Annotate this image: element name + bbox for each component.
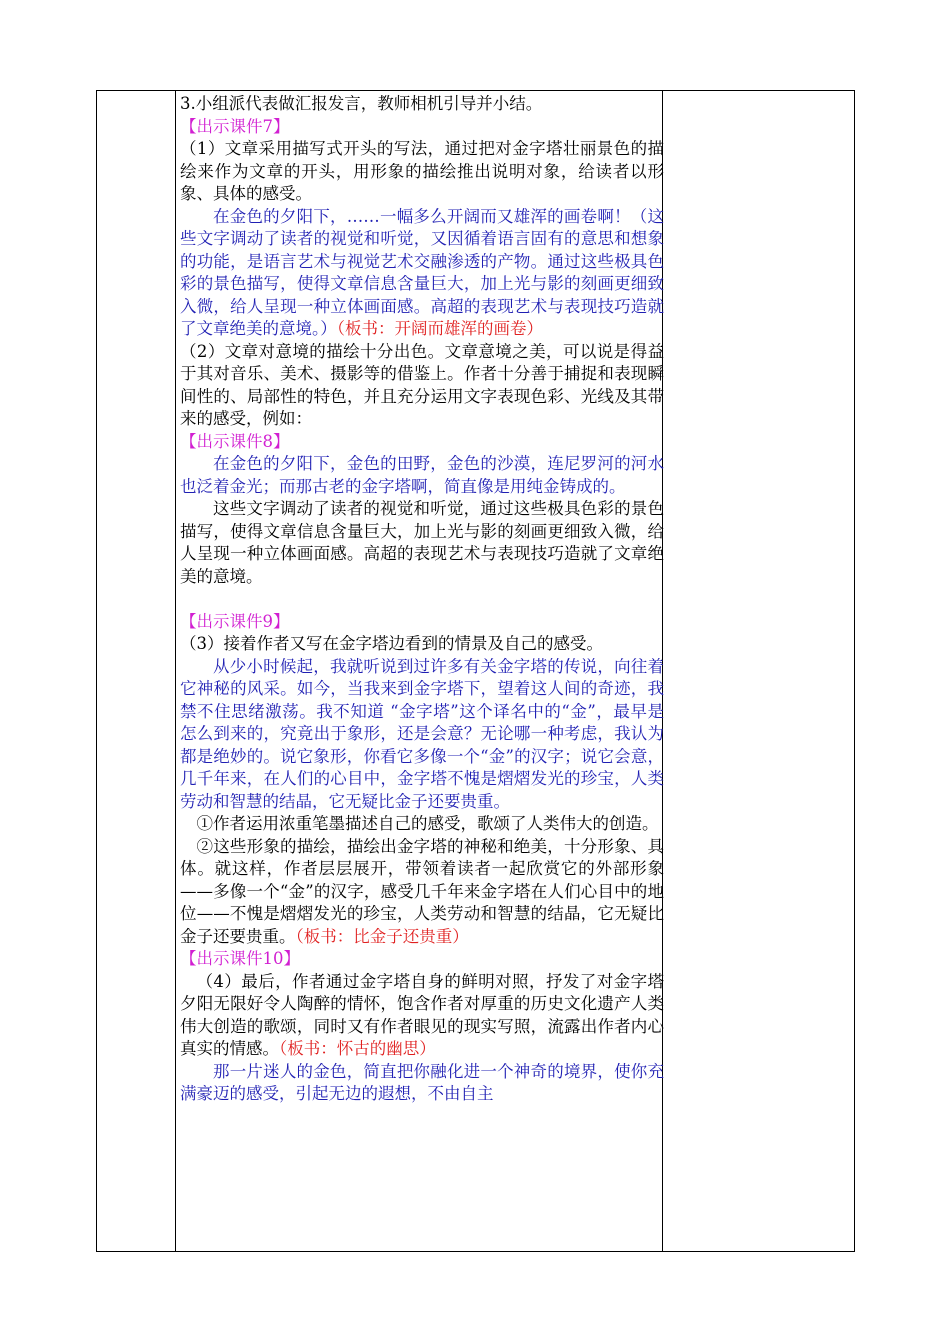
analysis-3: （3）接着作者又写在金字塔边看到的情景及自己的感受。 [180, 634, 603, 653]
spacer [180, 588, 664, 611]
courseware-10-tag: 【出示课件10】 [180, 949, 300, 968]
quote-1-text: 在金色的夕阳下，……一幅多么开阔而又雄浑的画卷啊！（这些文字调动了读者的视觉和听觉，又因循着语言固有的意思和想象的功能，是语言艺术与视觉艺术交融渗透的产物。通过这些极具色彩的景色描写，使得文章信息含量巨大，加上光与影的刻画更细致入微，给人呈现一种立体画面感。高超的表现艺术与表现技巧造就了文章绝美的意境。） [180, 206, 664, 338]
courseware-9-tag: 【出示课件9】 [180, 611, 290, 631]
courseware-8-tag: 【出示课件8】 [180, 431, 290, 451]
quote-3: 从少小时候起，我就听说到过许多有关金字塔的传说，向往着它神秘的风采。如今，当我来到金字塔下，望着这人间的奇迹，我禁不住思绪激荡。我不知道 “金字塔”这个译名中的“金”，最早是怎么到来的，究竟出于象形，还是会意？无论哪一种考虑，我认为都是绝妙的。说它象形，你看它多像一个“金”的汉字；说它会意，几千年来，在人们的心目中，金字塔不愧是熠熠发光的珍宝，人类劳动和智慧的结晶，它无疑比金子还要贵重。 [180, 656, 664, 811]
lesson-content [180, 93, 664, 1106]
board-note-2: （板书：比金子还贵重） [295, 926, 469, 946]
analysis-2-note: 这些文字调动了读者的视觉和听觉，通过这些极具色彩的景色描写，使得文章信息含量巨大，加上光与影的刻画更细致入微，给人呈现一种立体画面感。高超的表现艺术与表现技巧造就了文章绝美的意境。 [180, 499, 664, 586]
analysis-4 [180, 971, 664, 1061]
courseware-7-tag: 【出示课件7】 [180, 116, 290, 136]
board-note-3: （板书：怀古的幽思） [279, 1039, 436, 1058]
analysis-2: （2）文章对意境的描绘十分出色。文章意境之美，可以说是得益于其对音乐、美术、摄影等的借鉴上。作者十分善于捕捉和表现瞬间性的、局部性的特色，并且充分运用文字表现色彩、光线及其带来的感受，例如： [180, 341, 664, 428]
table-column-divider-left [175, 91, 176, 1251]
quote-1 [180, 206, 664, 341]
quote-4: 那一片迷人的金色，简直把你融化进一个神奇的境界，使你充满豪迈的感受，引起无边的遐想，不由自主 [180, 1061, 664, 1103]
quote-2: 在金色的夕阳下，金色的田野，金色的沙漠，连尼罗河的河水也泛着金光；而那古老的金字塔啊，简直像是用纯金铸成的。 [180, 454, 664, 496]
board-note-1: （板书：开阔而雄浑的画卷） [336, 319, 543, 338]
analysis-1: （1）文章采用描写式开头的写法，通过把对金字塔壮丽景色的描绘来作为文章的开头，用形象的描绘推出说明对象，给读者以形象、具体的感受。 [180, 139, 664, 203]
analysis-3-point-2-text: ②这些形象的描绘，描绘出金字塔的神秘和绝美，十分形象、具体。就这样，作者层层展开，带领着读者一起欣赏它的外部形象——多像一个“金”的汉字，感受几千年来金字塔在人们心目中的地位——不愧是熠熠发光的珍宝，人类劳动和智慧的结晶，它无疑比金子还要贵重。 [180, 836, 664, 946]
analysis-4-text: （4）最后，作者通过金字塔自身的鲜明对照，抒发了对金字塔夕阳无限好令人陶醉的情怀，饱含作者对厚重的历史文化遗产人类伟大创造的歌颂，同时又有作者眼见的现实写照，流露出作者内心真实的情感。 [180, 971, 664, 1058]
analysis-3-point-2 [180, 836, 664, 949]
step-3-text: 3.小组派代表做汇报发言，教师相机引导并小结。 [180, 94, 543, 113]
analysis-3-point-1: ①作者运用浓重笔墨描述自己的感受，歌颂了人类伟大的创造。 [196, 814, 659, 833]
